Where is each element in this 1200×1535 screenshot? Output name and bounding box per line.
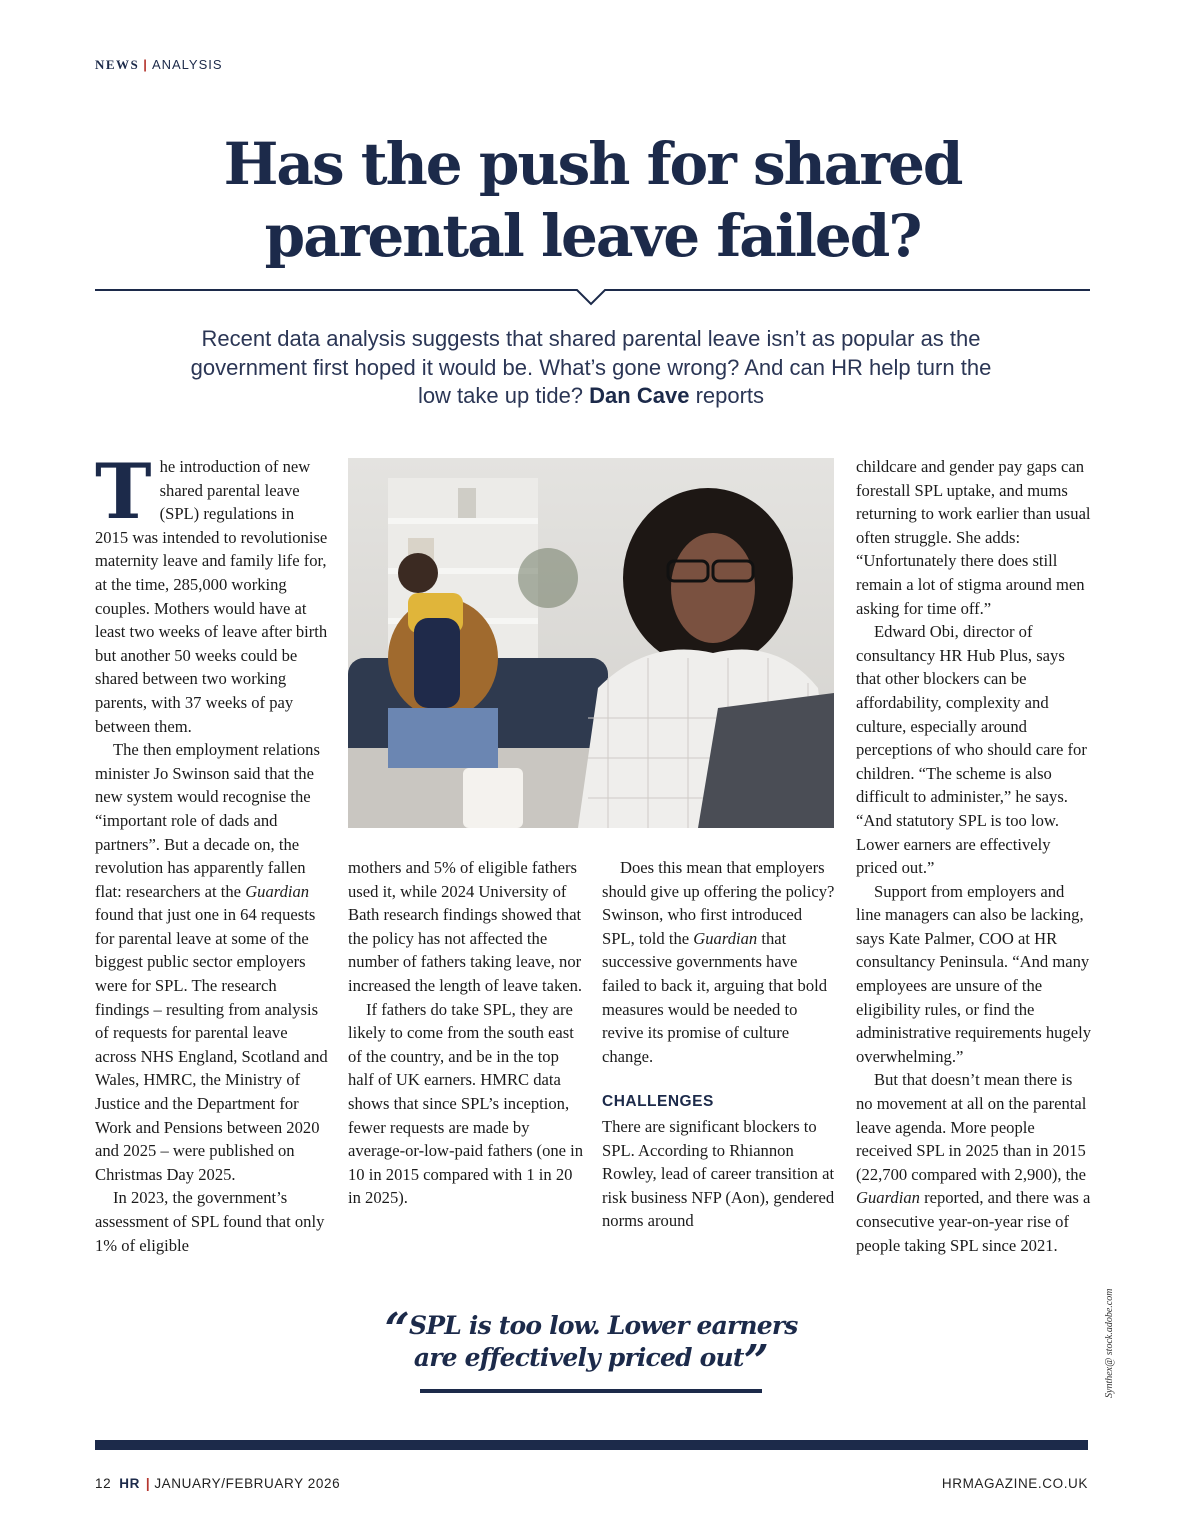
subheading-challenges: CHALLENGES — [602, 1093, 714, 1111]
paragraph-5-text-b: that successive governments have failed to back it, arguing that bold measures would be needed to revive its promise of culture change. — [602, 928, 828, 1066]
article-column-4 — [856, 455, 1092, 1257]
issue-date: JANUARY/FEBRUARY 2026 — [154, 1476, 341, 1491]
footer-left — [95, 1476, 340, 1491]
website-url: HRMAGAZINE.CO.UK — [941, 1476, 1088, 1491]
paragraph-9-text-b: reported, and there was a consecutive year-on-year rise of people taking SPL since 2021. — [856, 1188, 1091, 1255]
article-photo — [348, 458, 834, 828]
paragraph-3: In 2023, the government’s assessment of SPL found that only 1% of eligible — [95, 1188, 325, 1255]
publication-name: Guardian — [693, 928, 758, 948]
magazine-name: HR — [119, 1476, 140, 1491]
pull-quote-line-2: are effectively priced out — [413, 1343, 744, 1372]
paragraph-4: If fathers do take SPL, they are likely to come from the south east of the country, and be in the top half of UK earners. HMRC data shows that since SPL’s inception, fewer requests are made by average-or-low-paid fathers (one in 10 in 2015 compared with 1 in 20 in 2025). — [348, 999, 584, 1208]
paragraph-2-text-b: found that just one in 64 requests for parental leave at some of the biggest public sector employers were for SPL. The research findings – resulting from analysis of requests for parental leave across NHS England, Scotland and Wales, HMRC, the Ministry of Justice and the Department for Work and Pensions between 2020 and 2025 – were published on Christmas Day 2025. — [95, 905, 328, 1184]
paragraph-9 — [856, 1068, 1092, 1257]
drop-cap: T — [95, 447, 152, 536]
close-quote-mark: ” — [743, 1336, 769, 1387]
headline-line-2: parental leave failed? — [264, 202, 921, 270]
photo-credit — [1104, 1288, 1116, 1398]
paragraph-7: Edward Obi, director of consultancy HR Hub Plus, says that other blockers can be affordability, complexity and culture, especially around perceptions of who should care for children. “The scheme is also difficult to administer,” he says. “And statutory SPL is too low. Lower earners are effectively priced out.” — [856, 622, 1087, 878]
paragraph-2 — [95, 738, 331, 1186]
pull-quote-line-1: SPL is too low. Lower earners — [408, 1311, 798, 1340]
paragraph-5-text-a: Does this mean that employers should give up offering the policy? Swinson, who first introduced SPL, told the — [602, 858, 835, 948]
headline — [95, 128, 1090, 272]
headline-line-1: Has the push for shared — [223, 130, 962, 198]
pull-quote — [380, 1304, 802, 1387]
paragraph-8: Support from employers and line managers can also be lacking, says Kate Palmer, COO at HR consultancy Peninsula. “And many employees are unsure of the eligibility rules, or find the administrative requirements hugely overwhelming.” — [856, 881, 1092, 1066]
paragraph-3-continued: mothers and 5% of eligible fathers used it, while 2024 University of Bath research findings showed that the policy has not affected the number of fathers taking leave, nor increased the length of leave taken. — [348, 858, 583, 995]
standfirst-suffix: reports — [695, 383, 765, 408]
page-number: 12 — [95, 1476, 112, 1491]
footer-bar — [95, 1440, 1088, 1450]
paragraph-5 — [602, 856, 838, 1068]
paragraph-1 — [95, 447, 331, 738]
article-column-1 — [95, 447, 331, 1257]
section-separator: | — [143, 57, 148, 72]
open-quote-mark: “ — [384, 1304, 409, 1355]
standfirst — [180, 325, 1002, 411]
photo-credit-text: Synthex@ stock.adobe.com — [1104, 1288, 1115, 1398]
section-secondary: ANALYSIS — [151, 57, 223, 72]
paragraph-6: There are significant blockers to SPL. According to Rhiannon Rowley, lead of career transition at risk business NFP (Aon), gendered norms around — [602, 1116, 835, 1231]
section-primary: NEWS — [95, 57, 140, 72]
paragraph-9-text-a: But that doesn’t mean there is no movement at all on the parental leave agenda. More people received SPL in 2025 than in 2015 (22,700 compared with 2,900), the — [856, 1070, 1087, 1184]
publication-name: Guardian — [856, 1188, 920, 1208]
publication-name: Guardian — [245, 881, 310, 901]
paragraph-6-continued: childcare and gender pay gaps can forestall SPL uptake, and mums returning to work earlier than usual often struggle. She adds: “Unfortunately there does still remain a lot of stigma around men asking for time off.” — [856, 457, 1091, 618]
paragraph-2-text-a: The then employment relations minister Jo Swinson said that the new system would recognise the “important role of dads and partners”. But a decade on, the revolution has apparently fallen flat: researchers at the — [95, 740, 320, 901]
pull-quote-underline — [420, 1389, 762, 1393]
paragraph-1-text: he introduction of new shared parental leave (SPL) regulations in 2015 was intended to revolutionise maternity leave and family life for, at the time, 285,000 working couples. Mothers would have at least two weeks of leave after birth but another 50 weeks could be shared between two working parents, with 37 weeks of pay between them. — [95, 457, 328, 736]
article-column-2 — [348, 856, 584, 1210]
headline-divider — [95, 284, 1090, 308]
section-tag — [95, 57, 223, 73]
standfirst-text: Recent data analysis suggests that shared parental leave isn’t as popular as the government first hoped it would be. What’s gone wrong? And can HR help turn the low take up tide? — [190, 326, 992, 408]
article-column-3 — [602, 856, 838, 1233]
author-name: Dan Cave — [589, 383, 690, 408]
footer-separator: | — [145, 1476, 151, 1491]
